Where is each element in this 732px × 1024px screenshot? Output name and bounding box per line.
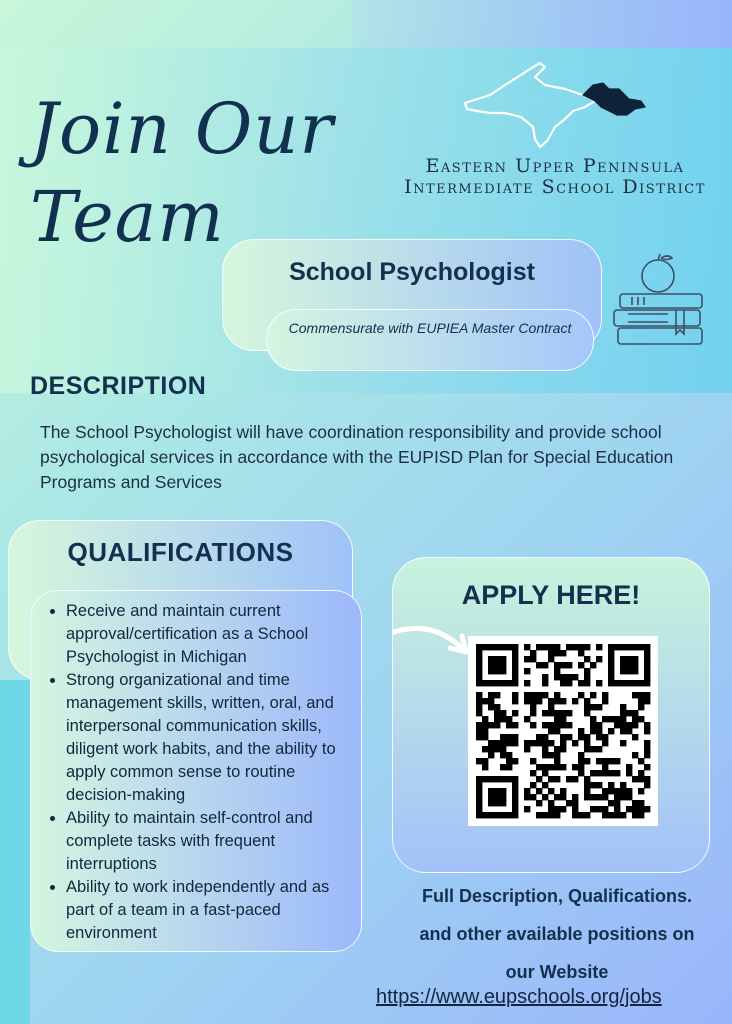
title-line-1: Join Our [30, 88, 334, 170]
full-description-line-3: our Website [505, 962, 609, 982]
qualification-item: • Strong organizational and time management skills, written, oral, and interpersonal communication skills, diligent work habits, and the ability to apply common sense to routine decision-making [66, 669, 356, 807]
qualification-item: • Ability to work independently and as part of a team in a fast-paced environment [66, 876, 356, 945]
qr-code-pattern [468, 636, 658, 826]
left-band [0, 680, 30, 1024]
qualification-item: • Receive and maintain current approval/certification as a School Psychologist in Michigan [66, 600, 356, 669]
curved-arrow-icon [392, 620, 472, 660]
top-right-band [352, 0, 732, 48]
title-line-2: Team [30, 176, 225, 258]
full-description-note [392, 877, 722, 991]
logo-text-line-1: Eastern Upper Peninsula [425, 155, 685, 177]
logo-text-line-2: Intermediate School District [404, 176, 706, 198]
apply-heading: APPLY HERE! [461, 580, 641, 610]
page-title [30, 85, 334, 261]
qualifications-list [38, 600, 356, 945]
salary-text: Commensurate with EUPIEA Master Contract [288, 320, 572, 336]
full-description-line-1: Full Description, Qualifications. [421, 886, 693, 906]
qualification-item: • Ability to maintain self-control and complete tasks with frequent interruptions [66, 807, 356, 876]
qualifications-heading: QUALIFICATIONS [67, 537, 294, 567]
apple-books-icon [608, 252, 708, 352]
job-title: School Psychologist [289, 258, 535, 286]
jobs-website-link[interactable]: https://www.eupschools.org/jobs [376, 986, 662, 1008]
description-heading: DESCRIPTION [30, 372, 207, 400]
qr-code[interactable] [468, 636, 658, 826]
description-text: The School Psychologist will have coordination responsibility and provide school psychological services in accordance with the EUPISD Plan for Special Education Programs and Services [40, 422, 674, 492]
full-description-line-2: and other available positions on [419, 924, 695, 944]
